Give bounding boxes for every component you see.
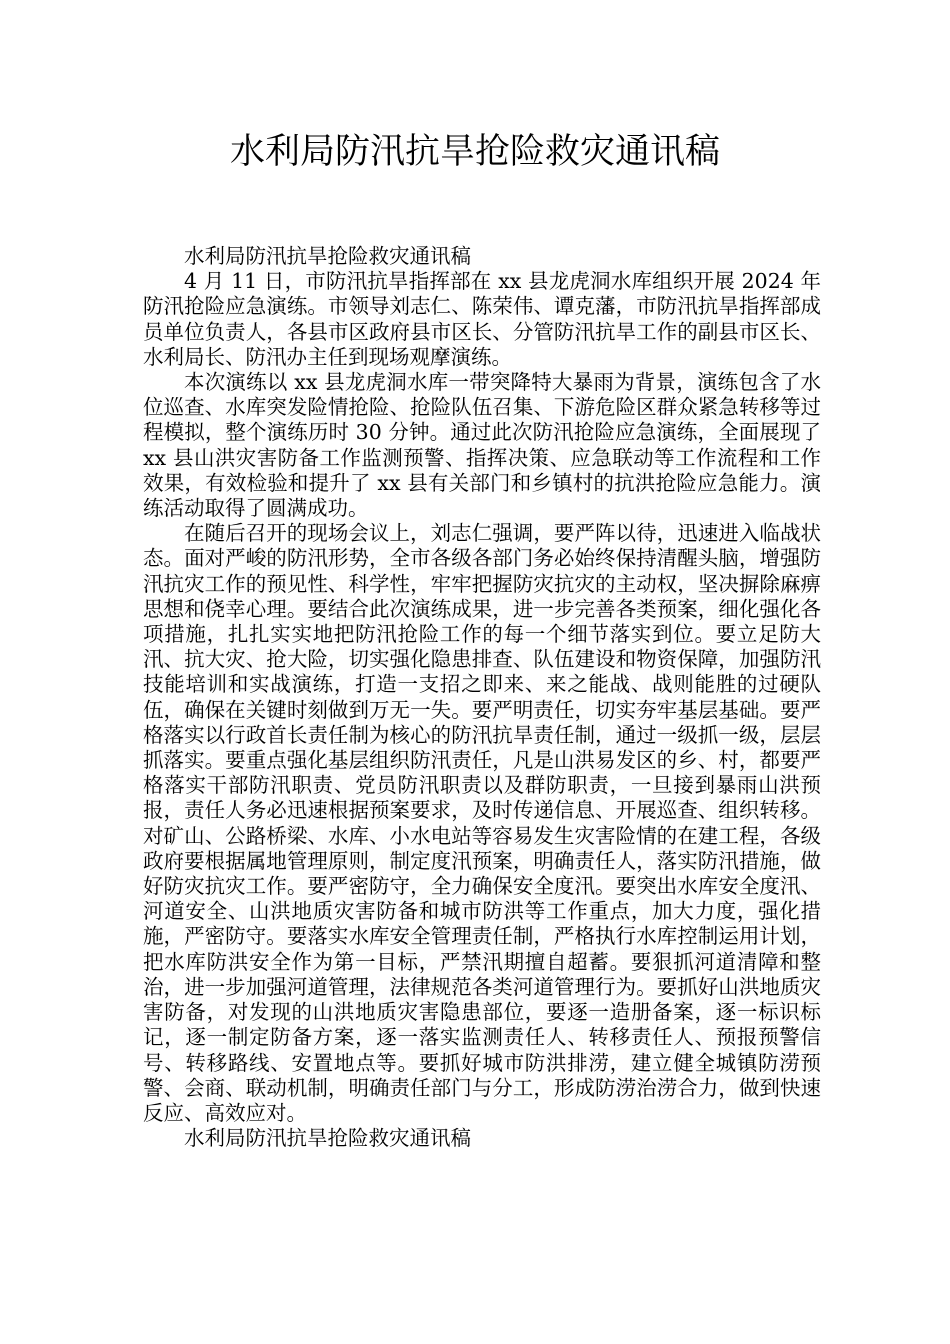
- paragraph-drill-overview: 4 月 11 日，市防汛抗旱指挥部在 xx 县龙虎洞水库组织开展 2024 年防汛抢险应急演练。市领导刘志仁、陈荣伟、谭克藩，市防汛抗旱指挥部成员单位负责人，各县市区政府县市区长、分管防汛抗旱工作的副县市区长、水利局长、防汛办主任到现场观摩演练。: [143, 269, 821, 369]
- paragraph-drill-content: 本次演练以 xx 县龙虎洞水库一带突降特大暴雨为背景，演练包含了水位巡查、水库突发险情抢险、抢险队伍召集、下游危险区群众紧急转移等过程模拟，整个演练历时 30 分钟。通过此次防汛抢险应急演练，全面展现了 xx 县山洪灾害防备工作监测预警、指挥决策、应急联动等工作流程和工作效果，有效检验和提升了 xx 县有关部门和乡镇村的抗洪抢险应急能力。演练活动取得了圆满成功。: [143, 370, 821, 521]
- document-body: [143, 244, 821, 1151]
- paragraph-subtitle: 水利局防汛抗旱抢险救灾通讯稿: [184, 244, 471, 268]
- paragraph-footer-title: 水利局防汛抗旱抢险救灾通讯稿: [184, 1126, 471, 1151]
- document-title: 水利局防汛抗旱抢险救灾通讯稿: [229, 132, 720, 172]
- paragraph-meeting-remarks: 在随后召开的现场会议上，刘志仁强调，要严阵以待，迅速进入临战状态。面对严峻的防汛形势，全市各级各部门务必始终保持清醒头脑，增强防汛抗灾工作的预见性、科学性，牢牢把握防灾抗灾的主动权，坚决摒除麻痹思想和侥幸心理。要结合此次演练成果，进一步完善各类预案，细化强化各项措施，扎扎实实地把防汛抢险工作的每一个细节落实到位。要立足防大汛、抗大灾、抢大险，切实强化隐患排查、队伍建设和物资保障，加强防汛技能培训和实战演练，打造一支招之即来、来之能战、战则能胜的过硬队伍，确保在关键时刻做到万无一失。要严明责任，切实夯牢基层基础。要严格落实以行政首长责任制为核心的防汛抗旱责任制，通过一级抓一级，层层抓落实。要重点强化基层组织防汛责任，凡是山洪易发区的乡、村，都要严格落实干部防汛职责、党员防汛职责以及群防职责，一旦接到暴雨山洪预报，责任人务必迅速根据预案要求，及时传递信息、开展巡查、组织转移。对矿山、公路桥梁、水库、小水电站等容易发生灾害险情的在建工程，各级政府要根据属地管理原则，制定度汛预案，明确责任人，落实防汛措施，做好防灾抗灾工作。要严密防守，全力确保安全度汛。要突出水库安全度汛、河道安全、山洪地质灾害防备和城市防洪等工作重点，加大力度，强化措施，严密防守。要落实水库安全管理责任制，严格执行水库控制运用计划，把水库防洪安全作为第一目标，严禁汛期擅自超蓄。要狠抓河道清障和整治，进一步加强河道管理，法律规范各类河道管理行为。要抓好山洪地质灾害防备，对发现的山洪地质灾害隐患部位，要逐一造册备案，逐一标识标记，逐一制定防备方案，逐一落实监测责任人、转移责任人、预报预警信号、转移路线、安置地点等。要抓好城市防洪排涝，建立健全城镇防涝预警、会商、联动机制，明确责任部门与分工，形成防涝治涝合力，做到快速反应、高效应对。: [143, 521, 821, 1125]
